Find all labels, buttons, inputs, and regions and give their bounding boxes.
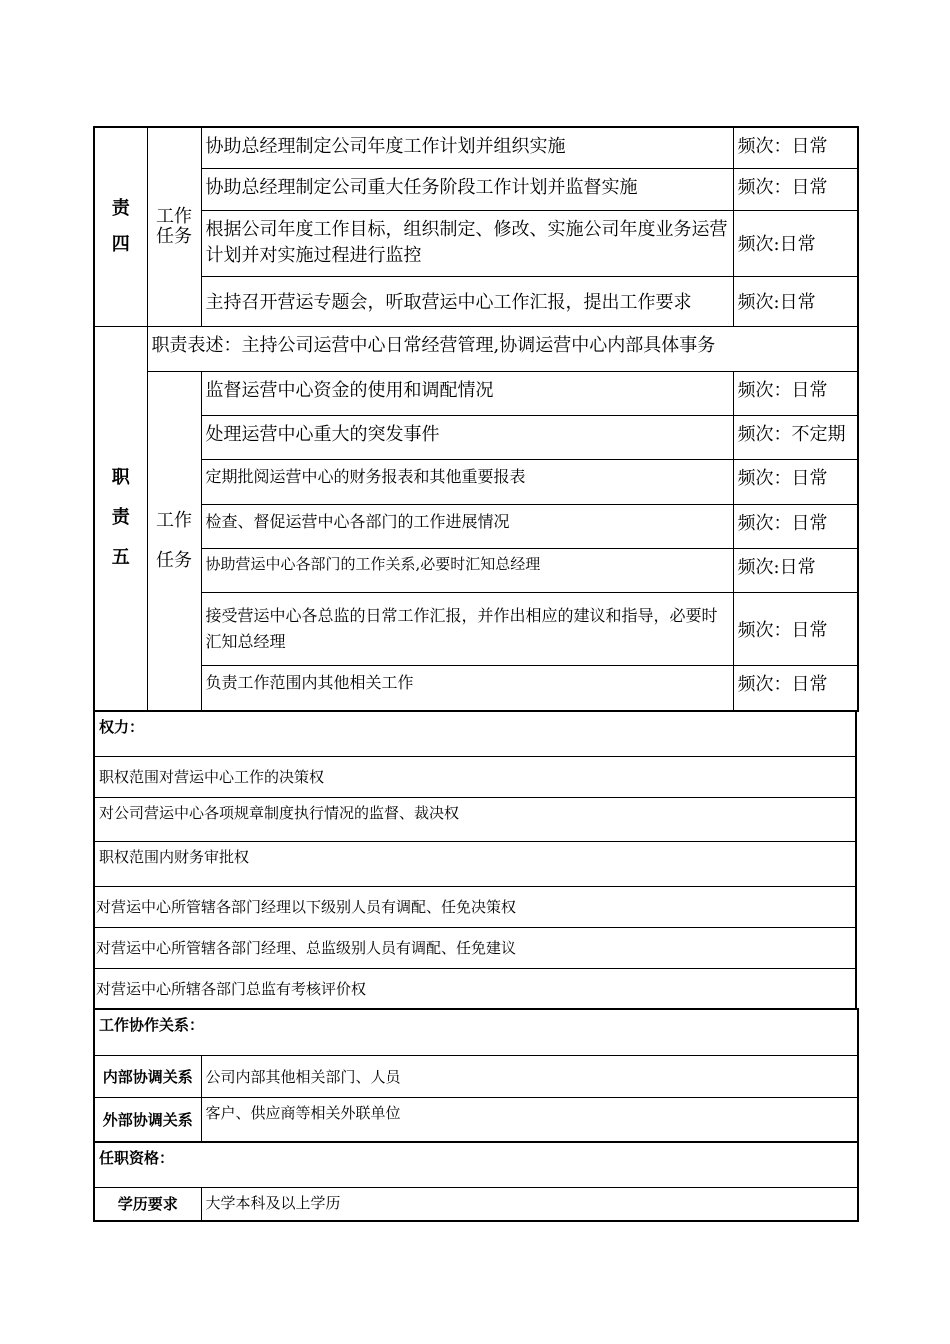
duty4-row bbox=[94, 168, 858, 210]
duty5-row bbox=[94, 504, 858, 548]
duty4-label-line: 责 bbox=[111, 197, 130, 219]
external-relation-value: 客户、供应商等相关外联单位 bbox=[201, 1097, 858, 1142]
task-label-line: 工作 bbox=[156, 509, 192, 531]
task-frequency: 频次:日常 bbox=[733, 210, 858, 276]
duty4-row bbox=[94, 127, 858, 168]
power-title: 权力： bbox=[94, 711, 856, 756]
duty5-row bbox=[94, 415, 858, 459]
task-frequency: 频次：日常 bbox=[733, 459, 858, 504]
task-text: 负责工作范围内其他相关工作 bbox=[201, 665, 733, 711]
duty5-label-line: 责 bbox=[111, 507, 130, 529]
task-text: 定期批阅运营中心的财务报表和其他重要报表 bbox=[201, 459, 733, 504]
duty4-row bbox=[94, 276, 858, 326]
internal-relation-value: 公司内部其他相关部门、人员 bbox=[201, 1055, 858, 1097]
task-text: 处理运营中心重大的突发事件 bbox=[201, 415, 733, 459]
task-text: 协助营运中心各部门的工作关系,必要时汇知总经理 bbox=[201, 548, 733, 592]
qualification-table bbox=[93, 1141, 859, 1222]
power-item: 职权范围内财务审批权 bbox=[94, 841, 856, 886]
task-label-line: 任务 bbox=[156, 225, 192, 247]
education-label: 学历要求 bbox=[94, 1187, 201, 1221]
power-item: 职权范围对营运中心工作的决策权 bbox=[94, 756, 856, 797]
duty5-label-line: 五 bbox=[111, 547, 130, 569]
task-text: 监督运营中心资金的使用和调配情况 bbox=[201, 371, 733, 415]
task-label-line: 工作 bbox=[156, 205, 192, 227]
task-frequency: 频次:日常 bbox=[733, 548, 858, 592]
duty5-row bbox=[94, 548, 858, 592]
task-frequency: 频次:日常 bbox=[733, 276, 858, 326]
task-text: 协助总经理制定公司重大任务阶段工作计划并监督实施 bbox=[201, 168, 733, 210]
task-frequency: 频次：日常 bbox=[733, 127, 858, 168]
task-frequency: 频次：日常 bbox=[733, 665, 858, 711]
task-frequency: 频次：日常 bbox=[733, 168, 858, 210]
power-table bbox=[93, 710, 857, 1010]
duty4-task-label bbox=[147, 127, 201, 326]
duty5-label-line: 职 bbox=[111, 467, 130, 489]
duty4-label-line: 四 bbox=[111, 233, 130, 255]
duty4-label bbox=[94, 127, 147, 326]
task-text: 主持召开营运专题会，听取营运中心工作汇报，提出工作要求 bbox=[201, 276, 733, 326]
qualification-title: 任职资格： bbox=[94, 1142, 858, 1187]
duties-table bbox=[93, 126, 859, 712]
task-label-line: 任务 bbox=[156, 549, 192, 571]
duty4-row bbox=[94, 210, 858, 276]
power-item: 对公司营运中心各项规章制度执行情况的监督、裁决权 bbox=[94, 797, 856, 841]
duty5-row bbox=[94, 459, 858, 504]
duty5-task-label bbox=[147, 371, 201, 711]
duty5-row bbox=[94, 592, 858, 665]
power-item: 对营运中心所管辖各部门经理以下级别人员有调配、任免决策权 bbox=[94, 886, 856, 927]
external-relation-label: 外部协调关系 bbox=[94, 1097, 201, 1142]
power-item: 对营运中心所管辖各部门经理、总监级别人员有调配、任免建议 bbox=[94, 927, 856, 968]
cooperation-title: 工作协作关系： bbox=[94, 1009, 858, 1055]
duty5-row bbox=[94, 371, 858, 415]
task-frequency: 频次：日常 bbox=[733, 592, 858, 665]
task-frequency: 频次：日常 bbox=[733, 504, 858, 548]
task-text: 协助总经理制定公司年度工作计划并组织实施 bbox=[201, 127, 733, 168]
duty5-statement: 职责表述：主持公司运营中心日常经营管理,协调运营中心内部具体事务 bbox=[147, 326, 858, 371]
duty5-label bbox=[94, 326, 147, 711]
power-item: 对营运中心所辖各部门总监有考核评价权 bbox=[94, 968, 856, 1009]
task-text: 检查、督促运营中心各部门的工作进展情况 bbox=[201, 504, 733, 548]
task-text: 根据公司年度工作目标，组织制定、修改、实施公司年度业务运营计划并对实施过程进行监控 bbox=[201, 210, 733, 276]
cooperation-table bbox=[93, 1008, 859, 1143]
duty5-statement-row bbox=[94, 326, 858, 371]
duty5-row bbox=[94, 665, 858, 711]
task-text: 接受营运中心各总监的日常工作汇报，并作出相应的建议和指导，必要时汇知总经理 bbox=[201, 592, 733, 665]
task-frequency: 频次：不定期 bbox=[733, 415, 858, 459]
internal-relation-label: 内部协调关系 bbox=[94, 1055, 201, 1097]
education-value: 大学本科及以上学历 bbox=[201, 1187, 858, 1221]
job-description-document bbox=[93, 126, 857, 1222]
task-frequency: 频次：日常 bbox=[733, 371, 858, 415]
